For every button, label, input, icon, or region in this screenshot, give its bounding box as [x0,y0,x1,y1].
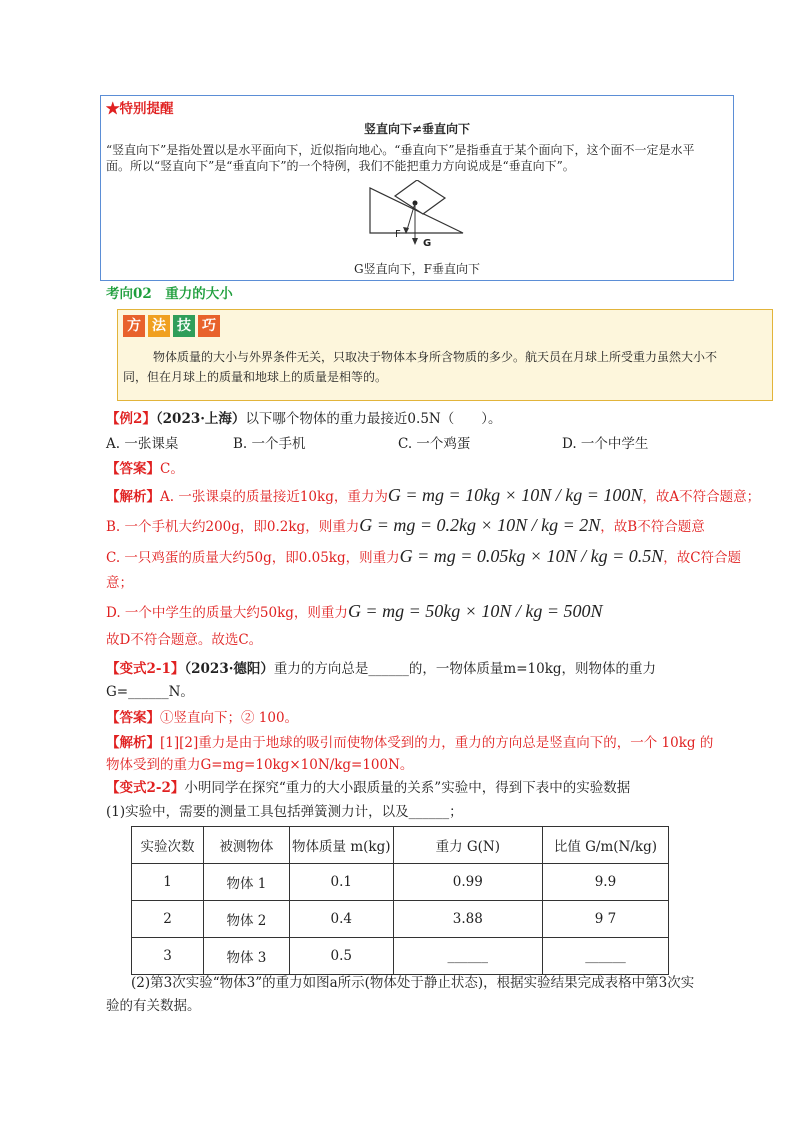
variant21-source: （2023·德阳） [184,661,274,677]
method-badge-2: 法 [148,315,170,337]
figure-caption: G竖直向下，F垂直向下 [354,262,480,276]
variant21-answer-tag: 【答案】 [106,710,160,726]
variant21-q2: G=______N。 [106,684,194,700]
variant22-tag: 【变式2-2】 [106,780,185,796]
table-row [132,864,669,901]
variant22-intro-text: 小明同学在探究“重力的大小跟质量的关系”实验中，得到下表中的实验数据 [184,780,631,796]
option-b: B. 一个手机 [233,436,306,452]
table-cell: 0.1 [289,864,393,901]
variant21-answer [106,708,298,728]
table-header-cell: 物体质量 m(kg) [289,827,393,864]
table-header-cell: 被测物体 [204,827,290,864]
section-title: 考向02 重力的大小 [106,286,233,302]
notice-line-1: “竖直向下”是指处置以是水平面向下，近似指向地心。“垂直向下”是指垂直于某个面向下，这个面不一定是水平 [106,143,695,157]
example2-tag: 【例2】 [106,411,156,427]
notice-title: ★特别提醒 [106,101,174,117]
table-cell: 2 [132,901,204,938]
table-cell: 0.4 [289,901,393,938]
answer-tag: 【答案】 [106,461,160,477]
variant21-question [106,659,656,679]
table-cell: 9 7 [542,901,668,938]
analysis-c-text: C. 一只鸡蛋的质量大约50g，即0.05kg，则重力 [106,550,400,566]
example2-stem: 以下哪个物体的重力最接近0.5N（ ）。 [245,411,502,427]
formula-d: G = mg = 50kg × 10N / kg = 500N [347,601,603,621]
table-row [132,938,669,975]
analysis-b [106,515,705,537]
variant21-analysis-1 [106,733,713,753]
notice-heading: 竖直向下≠垂直向下 [363,122,471,136]
option-c: C. 一个鸡蛋 [398,436,471,452]
analysis-c-cont: 意； [106,575,133,591]
variant21-analysis-2: 物体受到的重力G=mg=10kg×10N/kg=100N。 [106,757,414,773]
table-cell-blank: ______ [542,938,668,975]
table-cell: 3.88 [393,901,542,938]
gravity-arrowhead [412,238,418,245]
variant21-analysis-text: [1][2]重力是由于地球的吸引而使物体受到的力，重力的方向总是竖直向下的，一个 10kg 的 [160,735,714,751]
variant22-intro [106,778,630,798]
analysis-b-end: ，故B不符合题意 [600,519,705,535]
variant21-answer-text: ①竖直向下；② 100。 [160,710,299,726]
formula-c: G = mg = 0.05kg × 10N / kg = 0.5N [399,546,664,566]
option-a: A. 一张课桌 [106,436,179,452]
table-cell-blank: ______ [393,938,542,975]
incline-block [395,180,445,214]
analysis-b-text: B. 一个手机大约200g，即0.2kg，则重力 [106,519,360,535]
analysis-a-end: ，故A不符合题意； [642,489,761,505]
example2-question [106,409,501,429]
table-header-cell: 比值 G/m(N/kg) [542,827,668,864]
variant21-q1: 重力的方向总是______的，一物体质量m=10kg，则物体的重力 [273,661,657,677]
analysis-a-text: A. 一张课桌的质量接近10kg，重力为 [160,489,388,505]
analysis-d-text: D. 一个中学生的质量大约50kg，则重力 [106,605,348,621]
formula-a: G = mg = 10kg × 10N / kg = 100N [387,485,643,505]
method-badges [123,315,223,337]
option-d: D. 一个中学生 [562,436,649,452]
variant21-tag: 【变式2-1】 [106,661,185,677]
table-cell: 物体 1 [204,864,290,901]
formula-b: G = mg = 0.2kg × 10N / kg = 2N [359,515,601,535]
method-badge-3: 技 [173,315,195,337]
table-cell: 3 [132,938,204,975]
table-cell: 0.5 [289,938,393,975]
analysis-d-end: 故D不符合题意。故选C。 [106,632,263,648]
analysis-d [106,601,603,623]
analysis-tag: 【解析】 [106,489,160,505]
notice-line-2: 面。所以“竖直向下”是“垂直向下”的一个特例，我们不能把重力方向说成是“垂直向下”。 [106,159,575,173]
table-cell: 物体 3 [204,938,290,975]
incline-figure [365,180,475,252]
variant21-analysis-tag: 【解析】 [106,735,160,751]
table-header-cell: 重力 G(N) [393,827,542,864]
answer-text: C。 [160,461,184,477]
table-cell: 0.99 [393,864,542,901]
example2-answer [106,459,184,479]
example2-source: （2023·上海） [155,411,246,427]
table-header-cell: 实验次数 [132,827,204,864]
analysis-a [106,485,760,507]
figure-label-g: G [423,238,432,249]
table-cell: 物体 2 [204,901,290,938]
table-row [132,901,669,938]
method-badge-1: 方 [123,315,145,337]
table-cell: 1 [132,864,204,901]
method-badge-4: 巧 [198,315,220,337]
variant22-q2-line-2: 验的有关数据。 [106,998,201,1014]
experiment-table [131,826,669,975]
method-line-2: 同，但在月球上的质量和地球上的质量是相等的。 [123,370,388,384]
analysis-c [106,546,741,568]
variant22-q2-line-1: (2)第3次实验“物体3”的重力如图a所示(物体处于静止状态)，根据实验结果完成表格中第3次实 [131,975,695,991]
analysis-c-end: ，故C符合题 [663,550,742,566]
table-header-row [132,827,669,864]
variant22-q1: (1)实验中，需要的测量工具包括弹簧测力计，以及______； [106,804,463,820]
figure-label-f: F [395,229,401,240]
table-cell: 9.9 [542,864,668,901]
method-line-1: 物体质量的大小与外界条件无关，只取决于物体本身所含物质的多少。航天员在月球上所受重力虽然大小不 [153,350,718,364]
